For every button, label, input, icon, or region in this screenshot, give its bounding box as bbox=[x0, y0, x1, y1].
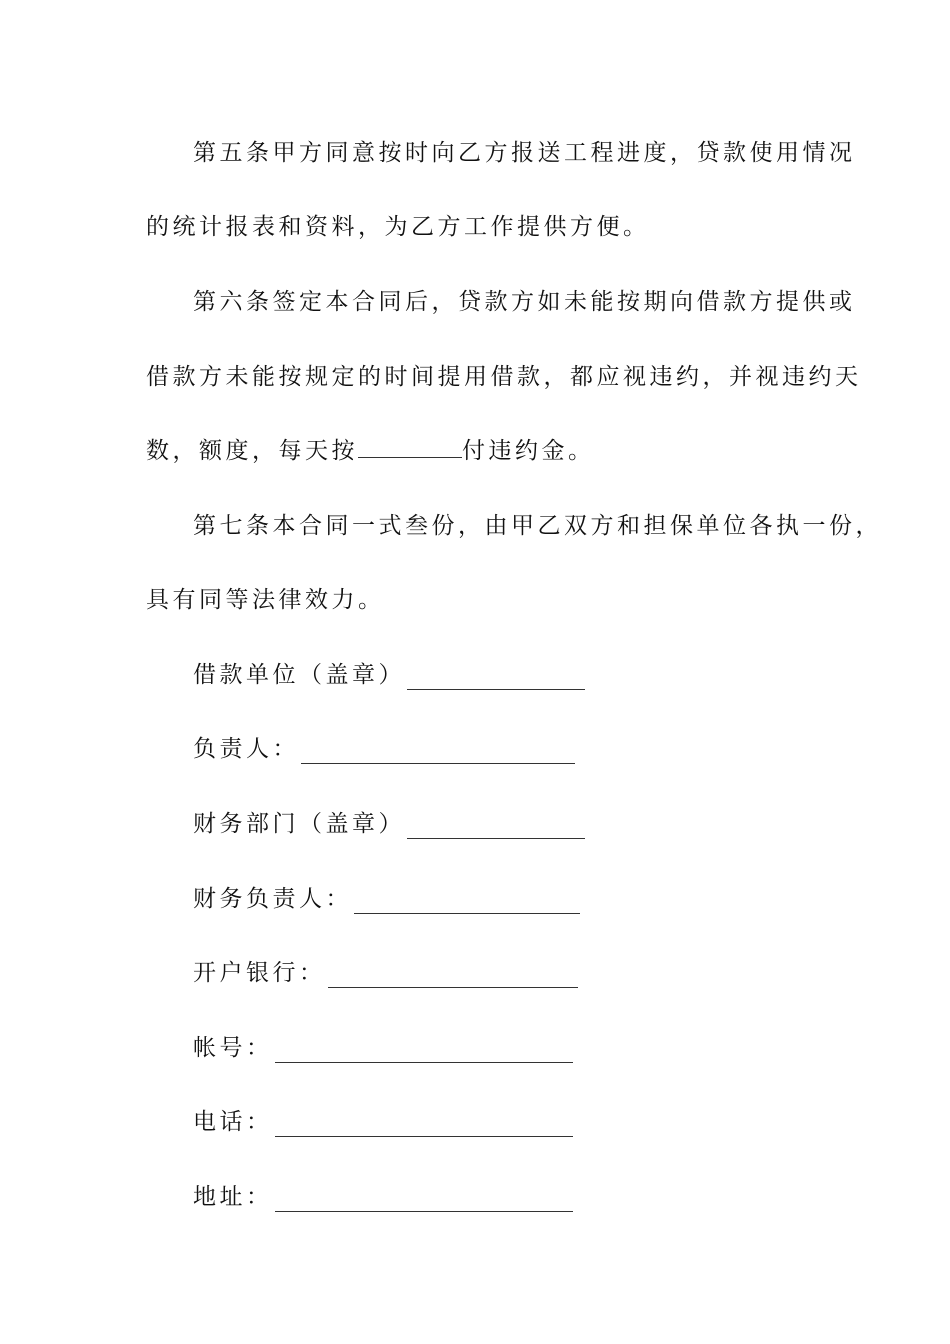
finance-head-row bbox=[193, 884, 580, 914]
article7-line1: 第七条本合同一式叁份，由甲乙双方和担保单位各执一份， bbox=[193, 513, 882, 539]
article5-line1: 第五条甲方同意按时向乙方报送工程进度，贷款使用情况 bbox=[193, 140, 856, 166]
finance-dept-label: 财务部门（盖章） bbox=[193, 811, 405, 837]
borrower-unit-label: 借款单位（盖章） bbox=[193, 662, 405, 688]
finance-head-blank bbox=[354, 891, 580, 914]
account-label: 帐号： bbox=[193, 1035, 273, 1061]
article6-line3-after: 付违约金。 bbox=[462, 438, 595, 464]
phone-blank bbox=[275, 1114, 573, 1137]
finance-head-label: 财务负责人： bbox=[193, 886, 352, 912]
borrower-unit-blank bbox=[407, 667, 585, 690]
account-row bbox=[193, 1033, 573, 1063]
article6-line3-before: 数，额度，每天按 bbox=[146, 438, 358, 464]
address-label: 地址： bbox=[193, 1184, 273, 1210]
bank-row bbox=[193, 958, 578, 988]
bank-blank bbox=[328, 965, 578, 988]
finance-dept-row bbox=[193, 809, 585, 839]
article6-line1: 第六条签定本合同后，贷款方如未能按期向借款方提供或 bbox=[193, 289, 856, 315]
address-blank bbox=[275, 1189, 573, 1212]
article6-line3 bbox=[146, 436, 816, 466]
phone-label: 电话： bbox=[193, 1109, 273, 1135]
phone-row bbox=[193, 1107, 573, 1137]
person-in-charge-blank bbox=[301, 741, 575, 764]
bank-label: 开户银行： bbox=[193, 960, 326, 986]
article6-line2: 借款方未能按规定的时间提用借款，都应视违约，并视违约天 bbox=[146, 364, 862, 390]
borrower-unit-row bbox=[193, 660, 585, 690]
article5-line2: 的统计报表和资料，为乙方工作提供方便。 bbox=[146, 214, 650, 240]
address-row bbox=[193, 1182, 573, 1212]
article7-line2: 具有同等法律效力。 bbox=[146, 587, 385, 613]
account-blank bbox=[275, 1040, 573, 1063]
person-in-charge-row bbox=[193, 734, 575, 764]
penalty-rate-blank bbox=[358, 437, 462, 458]
finance-dept-blank bbox=[407, 816, 585, 839]
person-in-charge-label: 负责人： bbox=[193, 736, 299, 762]
